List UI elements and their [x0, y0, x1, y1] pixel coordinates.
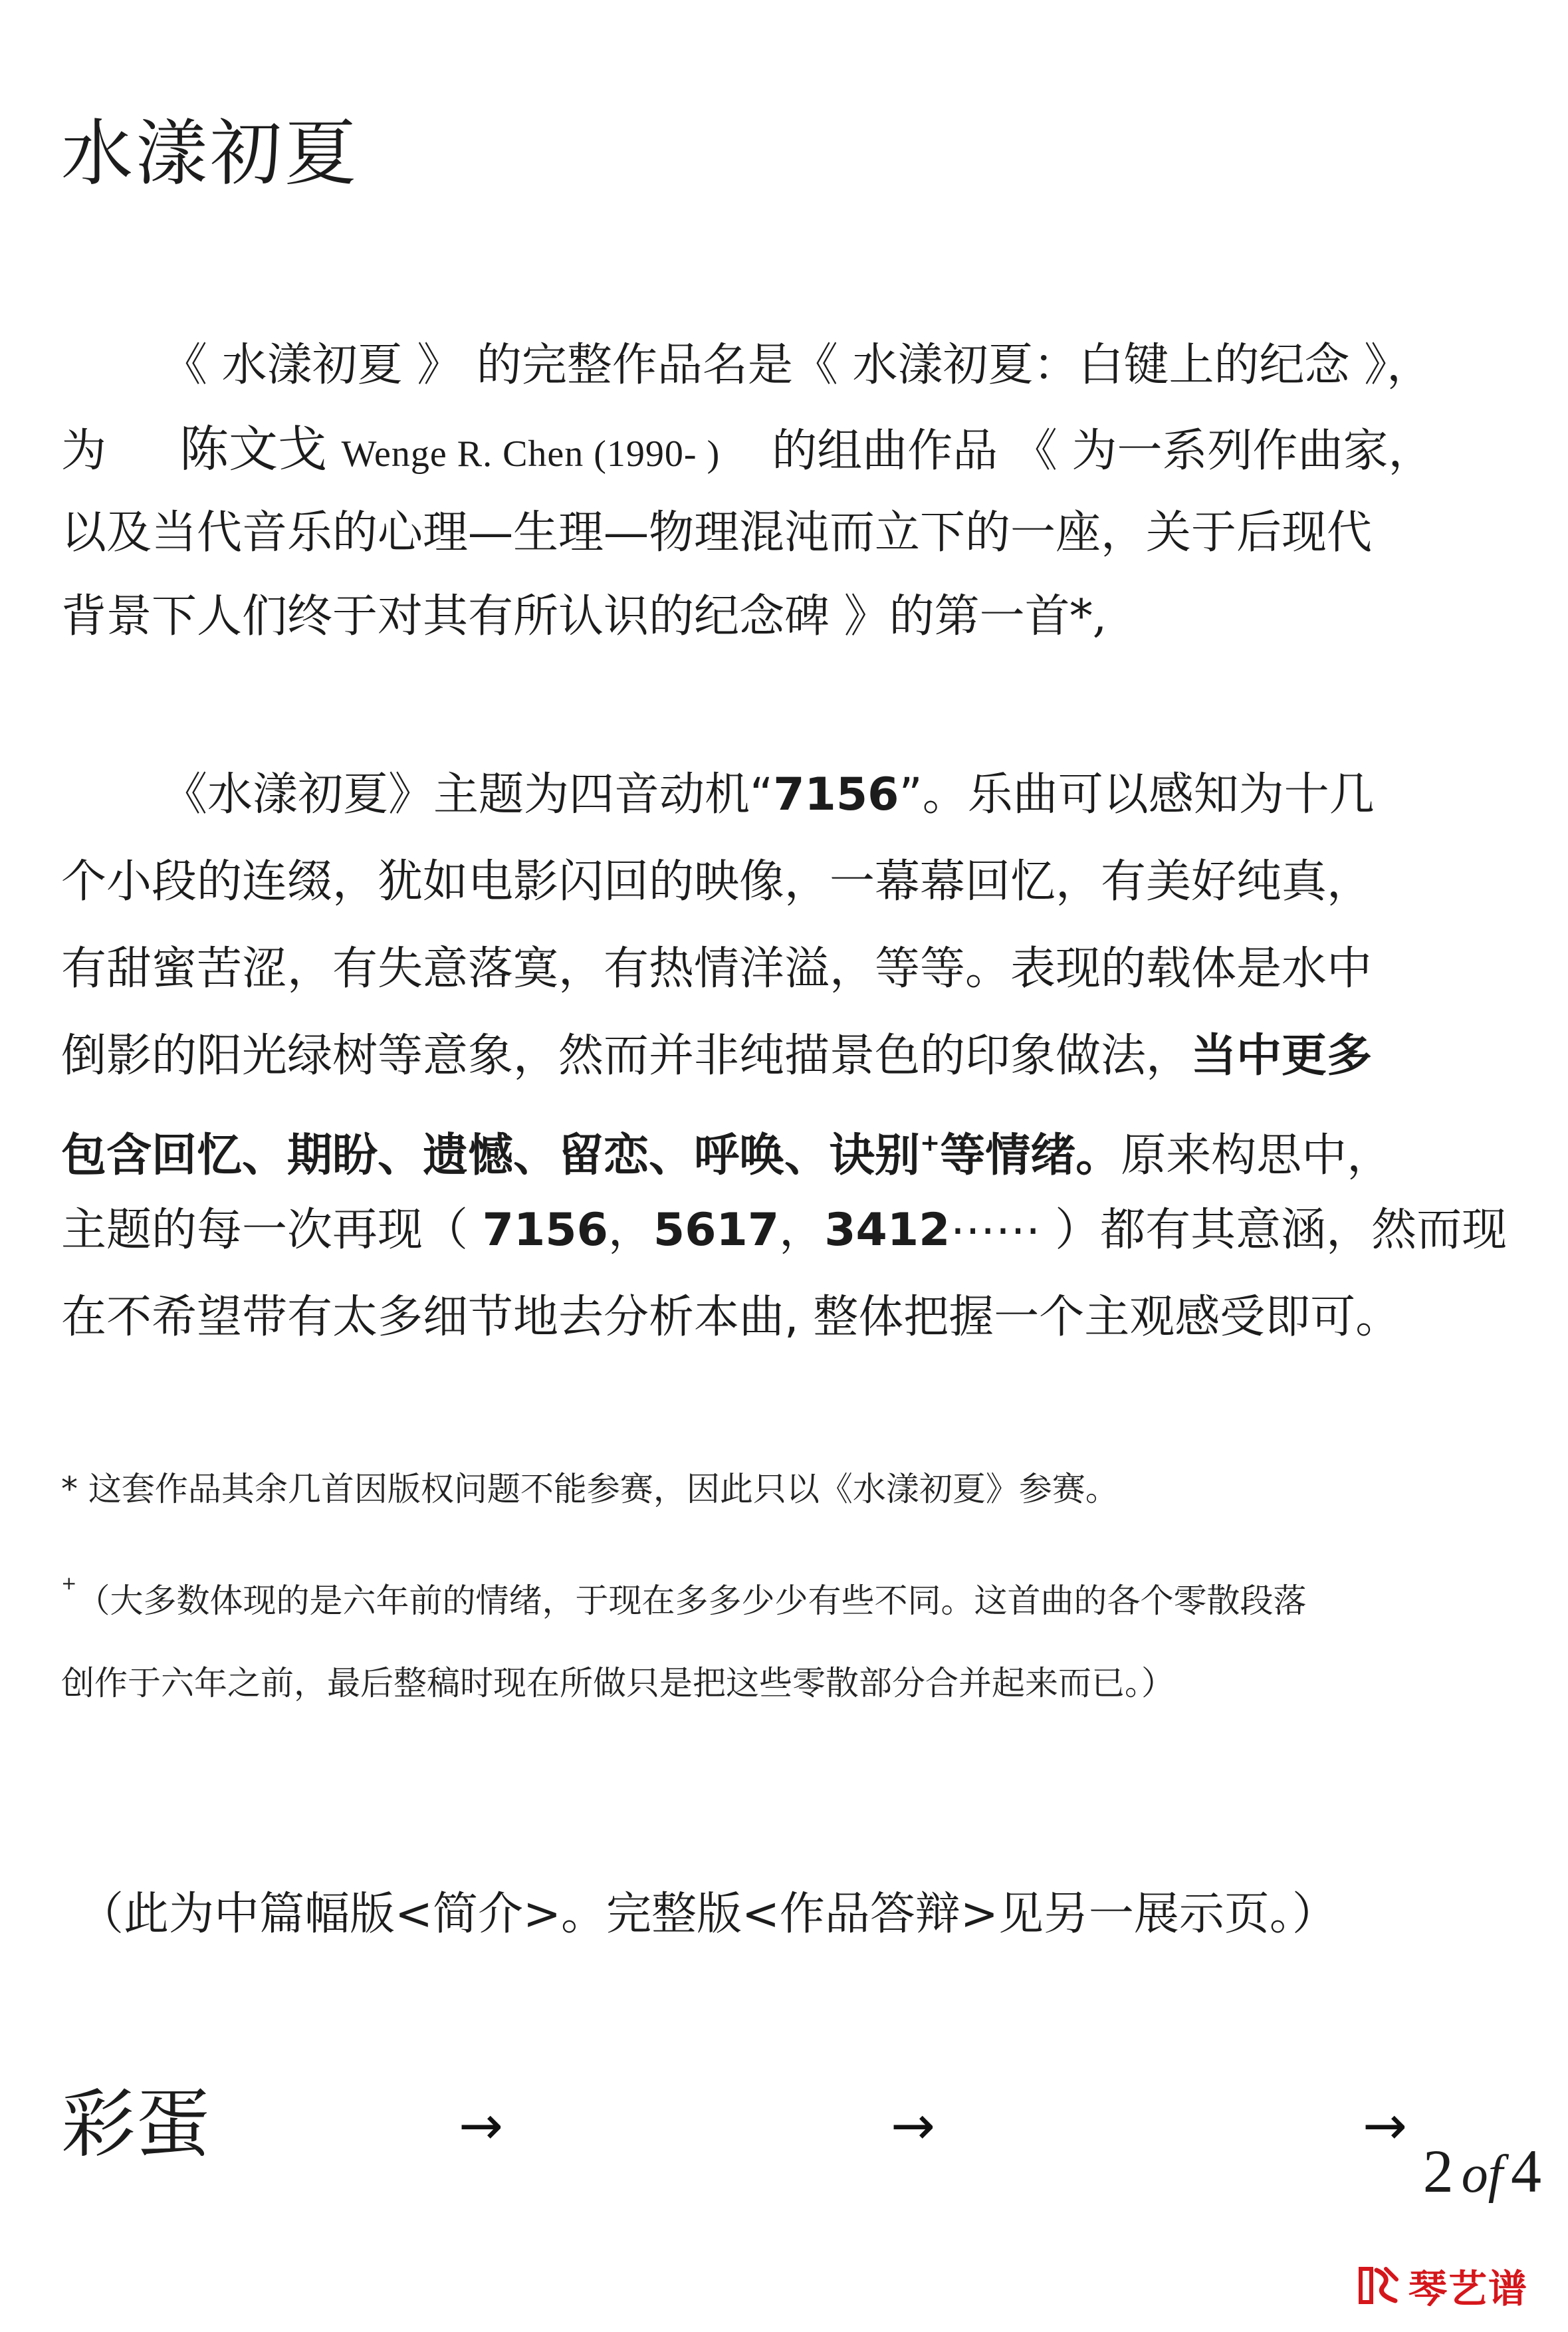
- intro-paragraph: [61, 324, 1510, 659]
- composer-name-en: Wenge R. Chen (1990- ): [341, 433, 721, 475]
- intro-line-3: 以及当代音乐的心理—生理—物理混沌而立下的一座，关于后现代: [61, 507, 1373, 559]
- site-logo: [1357, 2259, 1549, 2312]
- theme-line-7: 在不希望带有太多细节地去分析本曲, 整体把握一个主观感受即可。: [61, 1291, 1401, 1343]
- easter-egg-heading: 彩蛋: [61, 2081, 210, 2168]
- theme-paragraph: [61, 751, 1510, 1361]
- arrow-right-icon: →: [1363, 2095, 1408, 2157]
- motif-number: 5617: [653, 1204, 780, 1256]
- theme-line-2: 个小段的连缀，犹如电影闪回的映像，一幕幕回忆，有美好纯真，: [61, 856, 1373, 908]
- footnote-star: * 这套作品其余几首因版权问题不能参赛，因此只以《水漾初夏》参赛。: [61, 1470, 1119, 1508]
- intro-suffix: 的组曲作品 《 为一系列作曲家，: [772, 425, 1434, 477]
- composer-name-cn: 陈文戈: [179, 421, 328, 478]
- page-of: of: [1461, 2145, 1503, 2204]
- motif-number: 7156: [482, 1204, 608, 1256]
- footnote-marker-plus: +: [61, 1572, 77, 1594]
- emphasis-text: 当中更多: [1191, 1030, 1373, 1082]
- motif-number: 7156: [773, 768, 899, 821]
- page-total: 4: [1511, 2137, 1541, 2205]
- theme-line-6: 主题的每一次再现（ 7156，5617，3412⋯⋯ ）都有其意涵，然而现: [61, 1204, 1508, 1256]
- theme-line-1: 《水漾初夏》主题为四音动机“7156”。乐曲可以感知为十几: [162, 768, 1375, 821]
- logo-mark-icon: [1357, 2264, 1400, 2307]
- page-current: 2: [1422, 2137, 1454, 2205]
- motif-number: 3412: [824, 1204, 951, 1256]
- version-note: （此为中篇幅版<简介>。完整版<作品答辩>见另一展示页。）: [78, 1888, 1337, 1940]
- intro-line-1: 《 水漾初夏 》 的完整作品名是《 水漾初夏：白键上的纪念 》，: [162, 339, 1432, 392]
- page-number: [1422, 2137, 1541, 2205]
- footnote-plus: +（大多数体现的是六年前的情绪，于现在多多少少有些不同。这首曲的各个零散段落 创作于六年之前，最后整稿时现在所做只是把这些零散部分合并起来而已。）: [61, 1572, 1307, 1702]
- theme-line-4: 倒影的阳光绿树等意象，然而并非纯描景色的印象做法，当中更多: [61, 1030, 1373, 1082]
- logo-text: 琴艺谱: [1408, 2266, 1529, 2311]
- intro-prefix: 为: [61, 425, 107, 477]
- intro-line-4: 背景下人们终于对其有所认识的纪念碑 》的第一首*,: [61, 590, 1107, 643]
- intro-line-2: [61, 408, 1510, 491]
- footnote-marker-plus: +: [920, 1129, 941, 1157]
- arrow-right-icon: →: [459, 2095, 504, 2157]
- theme-line-5: 包含回忆、期盼、遗憾、留恋、呼唤、诀别+等情绪。原来构思中，: [61, 1129, 1393, 1182]
- theme-line-3: 有甜蜜苦涩，有失意落寞，有热情洋溢，等等。表现的载体是水中: [61, 943, 1373, 995]
- arrow-right-icon: →: [891, 2095, 936, 2157]
- emphasis-text: 等情绪。: [940, 1129, 1121, 1182]
- emphasis-text: 包含回忆、期盼、遗憾、留恋、呼唤、诀别: [61, 1129, 921, 1182]
- page-title: 水漾初夏: [61, 112, 360, 195]
